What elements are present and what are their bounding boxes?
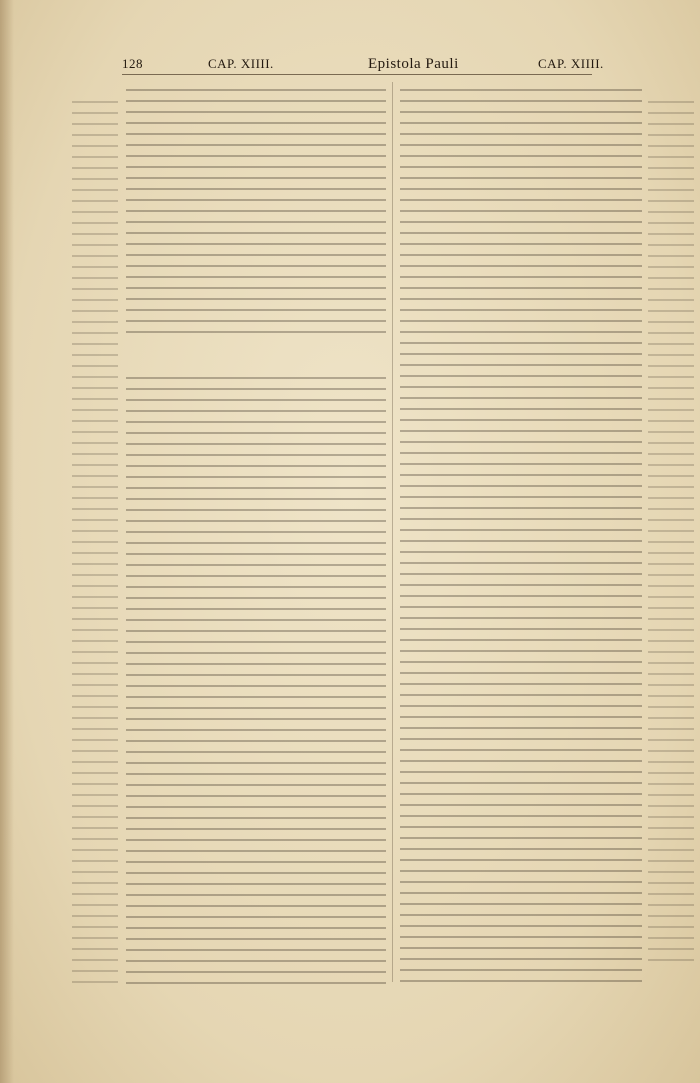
left-column-text-lower xyxy=(126,372,386,984)
right-column-text xyxy=(400,84,642,984)
running-title: Epistola Pauli xyxy=(368,56,459,72)
header-rule xyxy=(122,74,592,75)
page-number: 128 xyxy=(122,56,143,71)
column-gutter xyxy=(392,82,393,982)
right-margin-notes xyxy=(648,96,694,966)
left-column-text-upper xyxy=(126,84,386,338)
chapter-heading-left: CAP. XIIII. xyxy=(208,56,274,71)
left-margin-notes xyxy=(72,96,118,986)
chapter-heading-right: CAP. XIIII. xyxy=(538,56,604,71)
book-spine-shadow xyxy=(0,0,14,1083)
